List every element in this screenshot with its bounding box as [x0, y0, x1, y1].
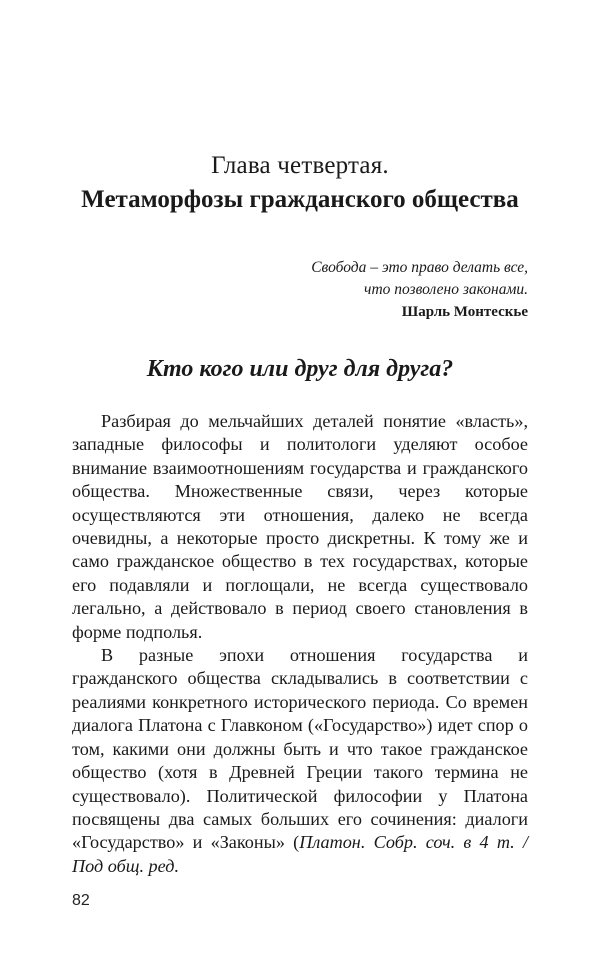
paragraph-1: Разбирая до мельчайших деталей понятие «власть», западные философы и политологи уделяют особое внимание взаимоотношениям государства и гражданского общества. Множественные связи, через которые осуществляются эти отношения, далеко не всегда очевидны, а некоторые просто дискретны. К тому же и само гражданское общество в тех государствах, которые его подавляли и поглощали, не всегда существовало легально, а действовало в период своего становления в форме подполья.	[72, 411, 528, 642]
epigraph-author: Шарль Монтескье	[401, 304, 528, 320]
epigraph-line-1: Свобода – это право делать все,	[311, 259, 528, 276]
paragraph-2	[72, 644, 528, 878]
page-number: 82	[72, 892, 90, 909]
section-title: Кто кого или друг для друга?	[146, 356, 454, 382]
chapter-title: Метаморфозы гражданского общества	[81, 186, 519, 213]
body-text	[72, 410, 528, 878]
chapter-label: Глава четвертая.	[211, 152, 389, 179]
epigraph-line-2: что позволено законами.	[364, 281, 528, 298]
paragraph-2-text: В разные эпохи отношения государства и гражданского общества складывались в соответствии с реалиями конкретного исторического периода. Со времен диалога Платона с Главконом («Государство») идет спор о том, какими они должны быть и что такое гражданское общество (хотя в Древней Греции такого термина не существовало). Политической философии у Платона посвящены два самых больших его сочинения: диалоги «Государство» и «Законы» (	[72, 645, 528, 853]
paragraph-2-citation: Платон. Собр. соч. в 4 т. / Под общ. ред.	[72, 832, 528, 876]
epigraph	[198, 257, 528, 323]
